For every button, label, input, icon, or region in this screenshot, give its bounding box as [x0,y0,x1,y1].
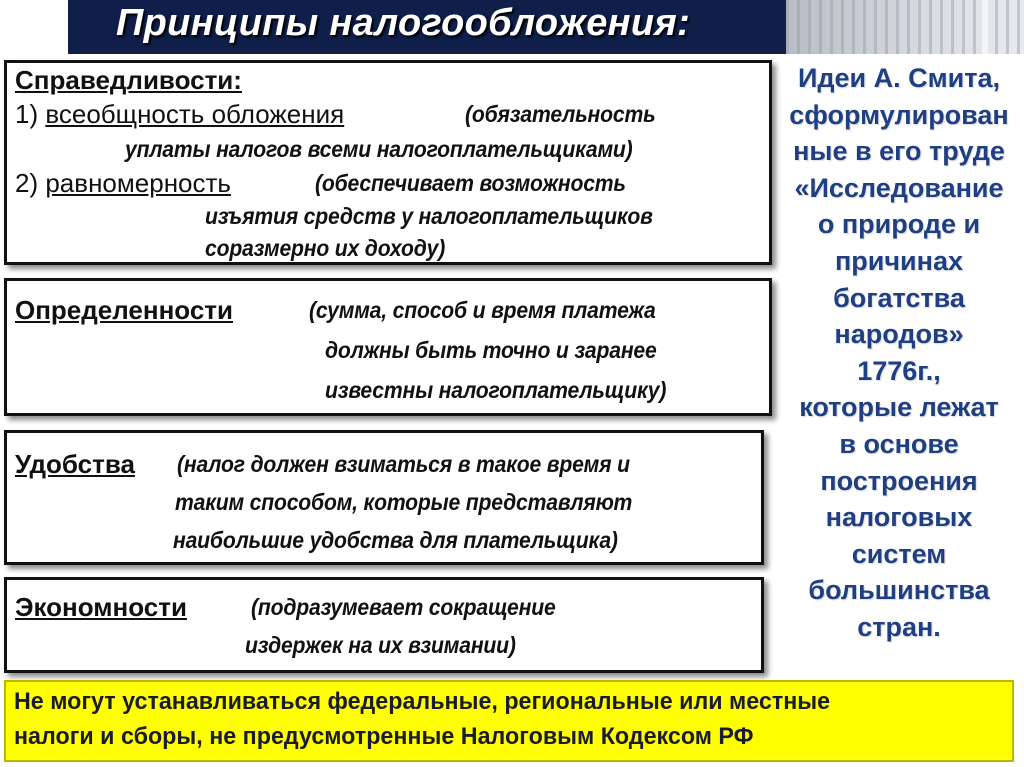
convenience-desc-3: наибольшие удобства для плательщика) [173,527,618,553]
principle-fairness-heading: Справедливости: [15,65,242,95]
principle-certainty-heading: Определенности [15,295,233,325]
tax-code-note-line-1: Не могут устанавливаться федеральные, региональные или местные [14,688,831,715]
convenience-desc-2: таким способом, которые представляют [175,489,633,515]
principle-convenience-box [4,430,764,565]
fairness-item-1-desc-2: уплаты налогов всеми налогоплательщиками) [125,136,633,162]
economy-desc-2: издержек на их взимании) [245,632,516,658]
fairness-item-2-desc-1: (обеспечивает возможность [315,170,626,196]
side-note-line: построения [820,465,978,496]
principle-certainty-box [4,278,772,416]
fairness-item-1 [15,99,344,130]
fairness-item-2-term: равномерность [45,168,231,198]
side-note-line: Идеи А. Смита, [798,63,1000,93]
convenience-desc-1: (налог должен взиматься в такое время и [177,451,630,477]
side-note-line: систем [851,538,947,569]
fairness-item-2-desc-3: соразмерно их доходу) [205,235,446,261]
side-note-line: стран. [857,611,941,642]
side-note-line: ные в его труде [793,136,1005,167]
tax-code-note [4,680,1014,762]
adam-smith-note [782,60,1016,646]
side-note-line: причинах [834,245,963,276]
side-note-line: налоговых [825,502,973,533]
decorative-stripes [786,0,1024,54]
principle-economy-heading: Экономности [15,592,187,622]
fairness-item-1-desc-1: (обязательность [465,101,656,127]
side-note-line: богатства [833,282,965,313]
tax-code-note-line-2: налоги и сборы, не предусмотренные Налоговым Кодексом РФ [14,723,754,750]
slide-title: Принципы налогообложения: [116,2,691,44]
side-note-line: сформулирован [789,99,1009,130]
title-bar [68,0,786,54]
fairness-item-2-desc-2: изъятия средств у налогоплательщиков [205,203,653,229]
fairness-item-2 [15,168,231,199]
principle-convenience-heading: Удобства [15,449,135,479]
side-note-line: в основе [839,428,959,459]
economy-desc-1: (подразумевает сокращение [251,594,556,620]
side-note-line: о природе и [817,209,981,240]
principle-fairness-box [4,60,772,265]
certainty-desc-3: известны налогоплательщику) [325,377,667,403]
fairness-item-1-term: всеобщность обложения [45,99,345,129]
principle-economy-box [4,577,764,673]
side-note-line: «Исследование [794,172,1004,203]
side-note-line: которые лежат [799,392,999,423]
certainty-desc-2: должны быть точно и заранее [325,337,657,363]
fairness-item-2-number: 2) [15,168,46,198]
fairness-item-1-number: 1) [15,99,46,129]
certainty-desc-1: (сумма, способ и время платежа [309,297,656,323]
side-note-line: большинства [808,575,990,606]
side-note-line: народов» [834,319,964,350]
side-note-line: 1776г., [857,355,941,386]
